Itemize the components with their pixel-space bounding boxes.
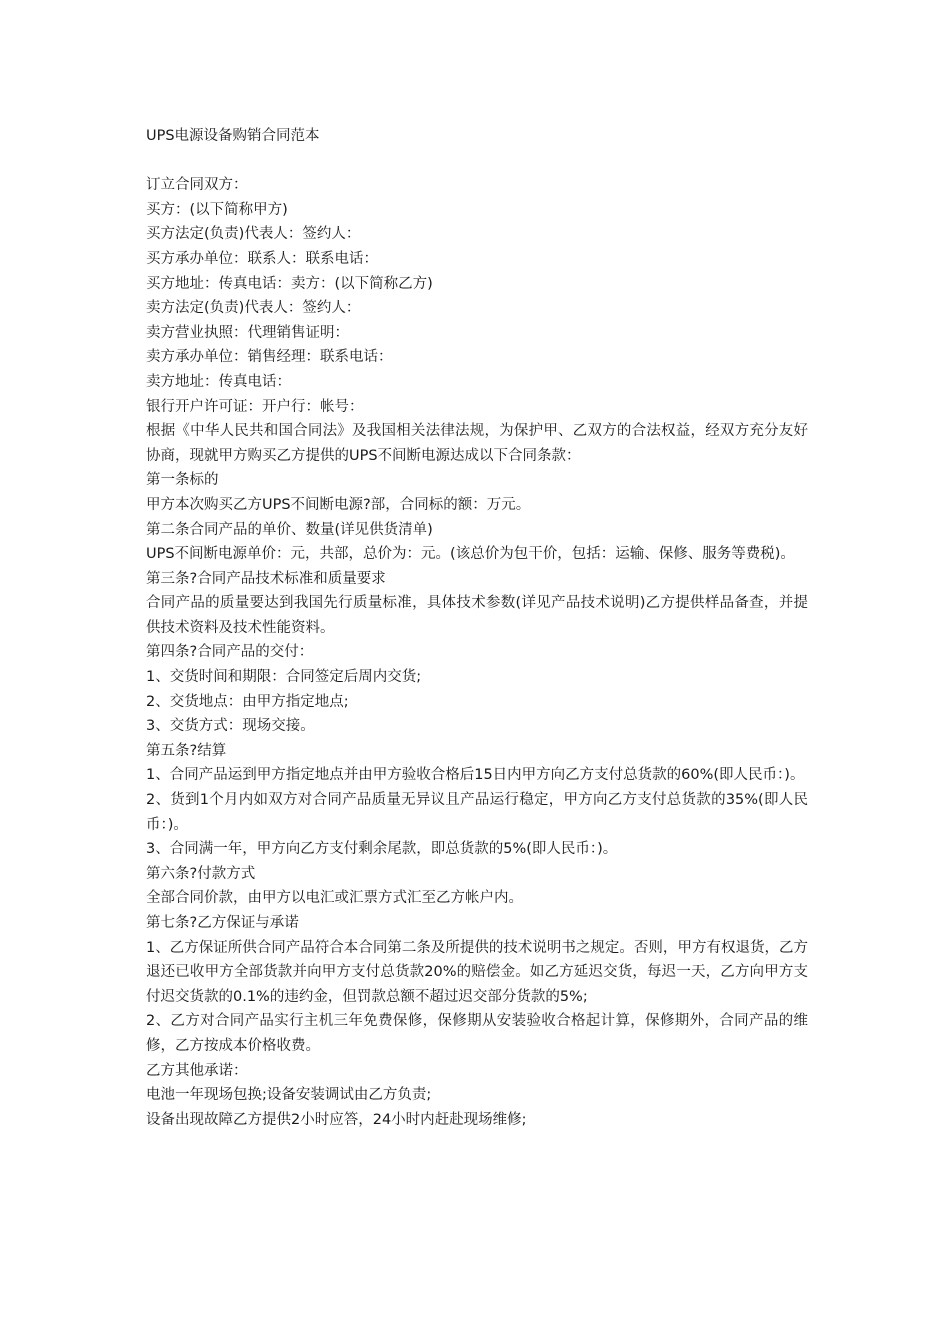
paragraph: 3、交货方式：现场交接。 [146, 718, 315, 735]
paragraph: 第二条合同产品的单价、数量(详见供货清单) [146, 521, 433, 538]
paragraph: 买方地址：传真电话：卖方：(以下简称乙方) [146, 275, 433, 292]
paragraph: 1、乙方保证所供合同产品符合本合同第二条及所提供的技术说明书之规定。否则，甲方有权退货，乙方退还已收甲方全部货款并向甲方支付总货款20%的赔偿金。如乙方延迟交货，每迟一天，乙方向甲方支付迟交货款的0.1%的违约金，但罚款总额不超过迟交部分货款的5%; [146, 939, 808, 1005]
paragraph: 第三条?合同产品技术标准和质量要求 [146, 570, 386, 587]
paragraph: 买方：(以下简称甲方) [146, 201, 288, 218]
paragraph: 3、合同满一年，甲方向乙方支付剩余尾款，即总货款的5%(即人民币：)。 [146, 841, 618, 858]
document-title: UPS电源设备购销合同范本 [146, 128, 320, 144]
paragraph: 合同产品的质量要达到我国先行质量标准，具体技术参数(详见产品技术说明)乙方提供样品备查，并提供技术资料及技术性能资料。 [146, 595, 808, 636]
paragraph: 卖方营业执照：代理销售证明： [146, 324, 349, 341]
paragraph: 2、货到1个月内如双方对合同产品质量无异议且产品运行稳定，甲方向乙方支付总货款的35%(即人民币：)。 [146, 792, 808, 833]
paragraph: 乙方其他承诺： [146, 1062, 248, 1079]
paragraph: 甲方本次购买乙方UPS不间断电源?部，合同标的额：万元。 [146, 496, 531, 513]
paragraph: 卖方地址：传真电话： [146, 373, 291, 390]
paragraph: 设备出现故障乙方提供2小时应答，24小时内赶赴现场维修; [146, 1111, 527, 1128]
paragraph: 全部合同价款，由甲方以电汇或汇票方式汇至乙方帐户内。 [146, 890, 523, 907]
paragraph: 1、交货时间和期限：合同签定后周内交货; [146, 669, 422, 686]
paragraph: 2、乙方对合同产品实行主机三年免费保修，保修期从安装验收合格起计算，保修期外，合同产品的维修，乙方按成本价格收费。 [146, 1013, 808, 1054]
paragraph: 第七条?乙方保证与承诺 [146, 915, 299, 931]
paragraph: 卖方承办单位：销售经理：联系电话： [146, 349, 393, 366]
paragraph: 第四条?合同产品的交付： [146, 644, 314, 661]
paragraph: 第一条标的 [146, 472, 219, 489]
paragraph: 电池一年现场包换;设备安装调试由乙方负责; [146, 1087, 432, 1104]
document-body [146, 124, 808, 1132]
paragraph-list [146, 173, 808, 1132]
paragraph: UPS不间断电源单价：元，共部，总价为：元。(该总价为包干价，包括：运输、保修、服务等费税)。 [146, 546, 795, 563]
paragraph: 第六条?付款方式 [146, 865, 256, 882]
paragraph: 1、合同产品运到甲方指定地点并由甲方验收合格后15日内甲方向乙方支付总货款的60%(即人民币：)。 [146, 767, 805, 784]
paragraph: 根据《中华人民共和国合同法》及我国相关法律法规，为保护甲、乙双方的合法权益，经双方充分友好协商，现就甲方购买乙方提供的UPS不间断电源达成以下合同条款： [146, 423, 808, 464]
paragraph: 第五条?结算 [146, 742, 227, 759]
paragraph: 买方法定(负责)代表人：签约人： [146, 226, 361, 243]
paragraph: 2、交货地点：由甲方指定地点; [146, 693, 349, 710]
paragraph: 银行开户许可证：开户行：帐号： [146, 398, 364, 415]
paragraph: 卖方法定(负责)代表人：签约人： [146, 300, 361, 317]
paragraph: 订立合同双方： [146, 177, 248, 194]
paragraph: 买方承办单位：联系人：联系电话： [146, 250, 378, 267]
